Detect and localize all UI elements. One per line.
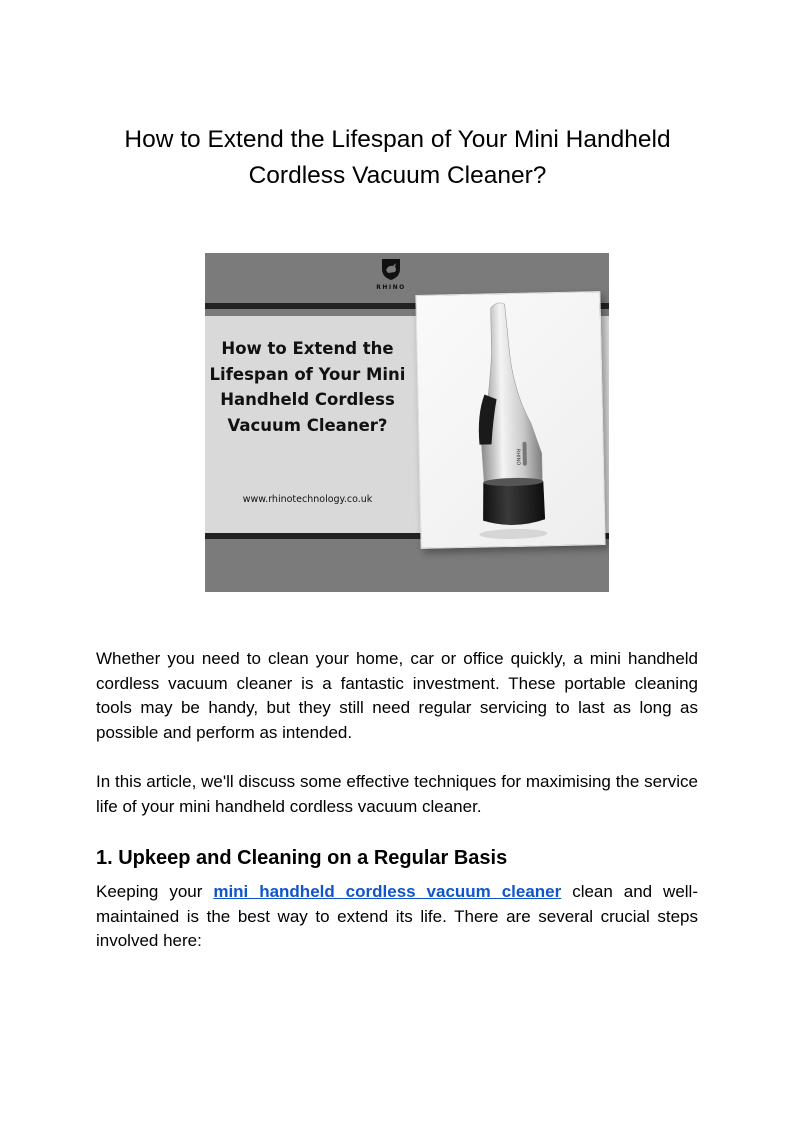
device-brand-label: RHINO [514,448,521,466]
rhino-logo [371,257,411,291]
banner-title-line: Lifespan of Your Mini [209,364,406,384]
page-title-line-2: Cordless Vacuum Cleaner? [248,162,547,189]
section-text-after: clean and well-maintained is the best way to extend its life. There are several crucial steps involved here: [96,882,698,950]
product-link[interactable]: mini handheld cordless vacuum cleaner [213,882,562,901]
banner-url: www.rhinotechnology.co.uk [242,494,373,505]
page-title [80,122,715,194]
article-banner-image [205,253,609,592]
section-paragraph [96,880,698,954]
handheld-vacuum-icon [416,292,604,548]
banner-title-line: Vacuum Cleaner? [227,415,388,435]
banner-title [205,336,410,438]
logo-wordmark: RHINO [376,284,406,291]
banner-title-line: Handheld Cordless [220,390,395,409]
banner-title-line: How to Extend the [221,339,394,358]
section-heading: 1. Upkeep and Cleaning on a Regular Basis [96,847,508,869]
vacuum-product-photo [415,291,605,549]
section-text-before: Keeping your [96,882,203,901]
rhino-shield-icon [380,257,402,281]
page-title-line-1: How to Extend the Lifespan of Your Mini Handheld [124,126,671,153]
intro-paragraph: Whether you need to clean your home, car or office quickly, a mini handheld cordless vacuum cleaner is a fantastic investment. These portable cleaning tools may be handy, but they still need regular servicing to last as long as possible and perform as intended. [96,649,698,742]
article-overview-paragraph: In this article, we'll discuss some effective techniques for maximising the service life of your mini handheld cordless vacuum cleaner. [96,772,698,816]
